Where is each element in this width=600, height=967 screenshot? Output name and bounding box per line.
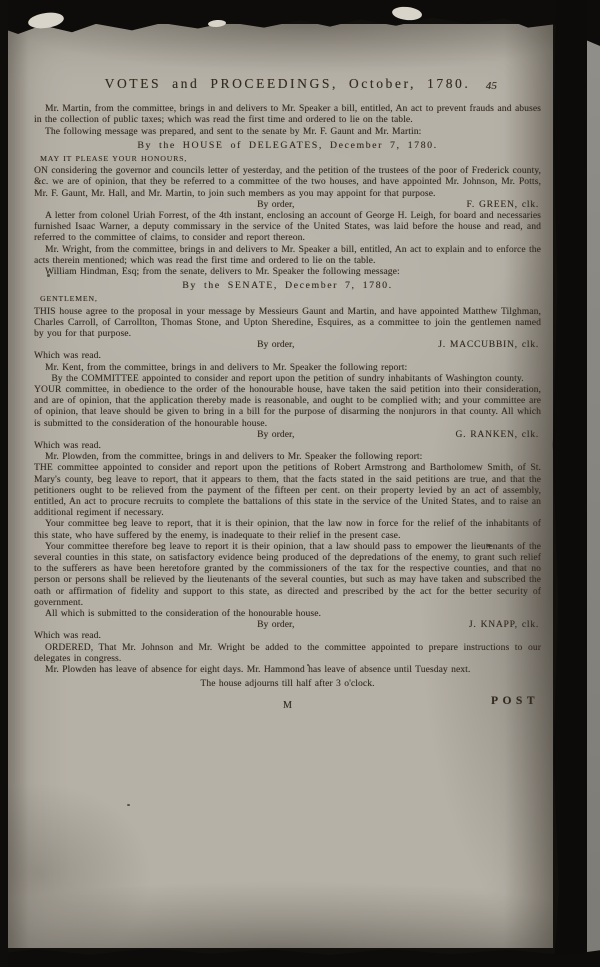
- clerk-signature: G. RANKEN, clk.: [455, 429, 539, 440]
- section-heading-senate: By the SENATE, December 7, 1780.: [182, 280, 393, 292]
- torn-edge-right: [551, 0, 587, 967]
- clerk-signature: F. GREEN, clk.: [466, 199, 539, 210]
- paper: [7, 24, 553, 948]
- paragraph: Mr. Plowden, from the committee, brings in and delivers to Mr. Speaker the following report:: [45, 452, 423, 463]
- paragraph: Which was read.: [34, 631, 101, 642]
- paragraph: THE committee appointed to consider and report upon the petitions of Robert Armstrong and Bartholomew Smith, of St. Mary's county, beg leave to report, that it appears to them, that the facts stated in the said petitions are true, and that the petitioners ought to be relieved from the payment of the fifteen per cent. on their property levied by an act of assembly, entitled, An act to procure recruits to complete the battalions of this state in the service of the United States, and to raise an additional regiment if necessary.: [34, 463, 541, 519]
- page-title: VOTES and PROCEEDINGS, October, 1780.: [104, 76, 471, 91]
- catchword: POST: [490, 694, 539, 707]
- paragraph: William Hindman, Esq; from the senate, delivers to Mr. Speaker the following message:: [45, 267, 400, 278]
- committee-caption: By the COMMITTEE appointed to consider and report upon the petition of sundry inhabitants of Washington county.: [51, 373, 524, 384]
- paragraph: Your committee therefore beg leave to report it is their opinion, that a law should pass to empower the lieutenants of the several counties in this state, on satisfactory evidence being produced of the depredations of the enemy, to grant such relief to the sufferers as have been heretofore granted by the commissioners of the tax for the respective counties, and that no person or persons shall be relieved by the lieutenants of the several counties, but such as may have taken and subscribed the oath or affirmation of fidelity and support to this state, as directed and prescribed by the act for the better security of government.: [34, 541, 541, 608]
- salutation: MAY IT PLEASE YOUR HONOURS,: [40, 154, 188, 164]
- page-number: 45: [485, 80, 497, 92]
- paragraph: The following message was prepared, and sent to the senate by Mr. F. Gaunt and Mr. Martin:: [45, 126, 422, 137]
- paragraph: Which was read.: [34, 441, 101, 452]
- torn-edge-bottom: [0, 945, 600, 967]
- document-body: [34, 78, 541, 712]
- paragraph: A letter from colonel Uriah Forrest, of the 4th instant, enclosing an account of George H. Leigh, for board and necessaries furnished Isaac Warner, a deputy commissary in the service of the United States, was laid before the house and read, and referred to the committee of claims, to consider and report thereon.: [34, 211, 541, 244]
- page-header: [34, 78, 541, 92]
- paragraph: ON considering the governor and councils letter of yesterday, and the petition of the trustees of the poor of Frederick county, &c. we are of opinion, that they be referred to a committee of the two houses, and have appointed Mr. Johnson, Mr. Potts, Mr. F. Gaunt, Mr. Hall, and Mr. Martin, to join such members as you may appoint for that purpose.: [34, 166, 541, 199]
- paragraph: Mr. Martin, from the committee, brings in and delivers to Mr. Speaker a bill, entitled, An act to prevent frauds and abuses in the collection of public taxes; which was read the first time and ordered to lie on the table.: [34, 104, 541, 126]
- paper-speck: [127, 804, 130, 806]
- by-order-label: By order,: [257, 340, 295, 351]
- clerk-signature: J. MACCUBBIN, clk.: [438, 340, 539, 351]
- by-order-line: [34, 620, 541, 631]
- paragraph: ORDERED, That Mr. Johnson and Mr. Wright be added to the committee appointed to prepare instructions to our delegates in congress.: [34, 642, 541, 664]
- paragraph: Your committee beg leave to report, that it is their opinion, that the law now in force for the relief of the inhabitants of this state, who have suffered by the enemy, is inadequate to their relief in the present case.: [34, 519, 541, 541]
- by-order-label: By order,: [257, 199, 295, 210]
- paragraph: Mr. Kent, from the committee, brings in and delivers to Mr. Speaker the following report:: [45, 362, 408, 373]
- scan-edge-gray-strip: [587, 0, 600, 967]
- by-order-line: [34, 200, 541, 211]
- paragraph: Mr. Wright, from the committee, brings in and delivers to Mr. Speaker a bill, entitled, An act to explain and to enforce the acts therein mentioned; which was read the first time and ordered to lie on the table.: [34, 244, 541, 266]
- paragraph: Which was read.: [34, 351, 101, 362]
- section-heading-house-of-delegates: By the HOUSE of DELEGATES, December 7, 1780.: [137, 139, 438, 151]
- by-order-line: [34, 340, 541, 351]
- paragraph: All which is submitted to the consideration of the honourable house.: [45, 609, 322, 620]
- by-order-label: By order,: [257, 620, 295, 631]
- signature-mark: M: [282, 699, 293, 711]
- paragraph: Mr. Plowden has leave of absence for eight days. Mr. Hammond has leave of absence until Tuesday next.: [45, 665, 471, 676]
- by-order-label: By order,: [257, 429, 295, 440]
- adjournment-line: The house adjourns till half after 3 o'clock.: [200, 679, 375, 690]
- salutation: GENTLEMEN,: [40, 294, 98, 304]
- torn-edge-left: [0, 0, 8, 967]
- signature-row: [34, 696, 541, 712]
- paragraph: THIS house agree to the proposal in your message by Messieurs Gaunt and Martin, and have appointed Matthew Tilghman, Charles Carroll, of Carrollton, Thomas Stone, and Upton Sheredine, Esquires, as a committee to join the gentlemen named by you for that purpose.: [34, 306, 541, 340]
- clerk-signature: J. KNAPP, clk.: [468, 620, 539, 631]
- paragraph: YOUR committee, in obedience to the order of the honourable house, have taken the said petition into their consideration, and are of opinion, that the application thereby made is reasonable, and ought to be complied with; and your committee are of opinion, that leave should be given to bring in a bill for the purpose of disarming the nonjurors in that county. All which is submitted to the consideration of the honourable house.: [34, 385, 541, 429]
- by-order-line: [34, 430, 541, 441]
